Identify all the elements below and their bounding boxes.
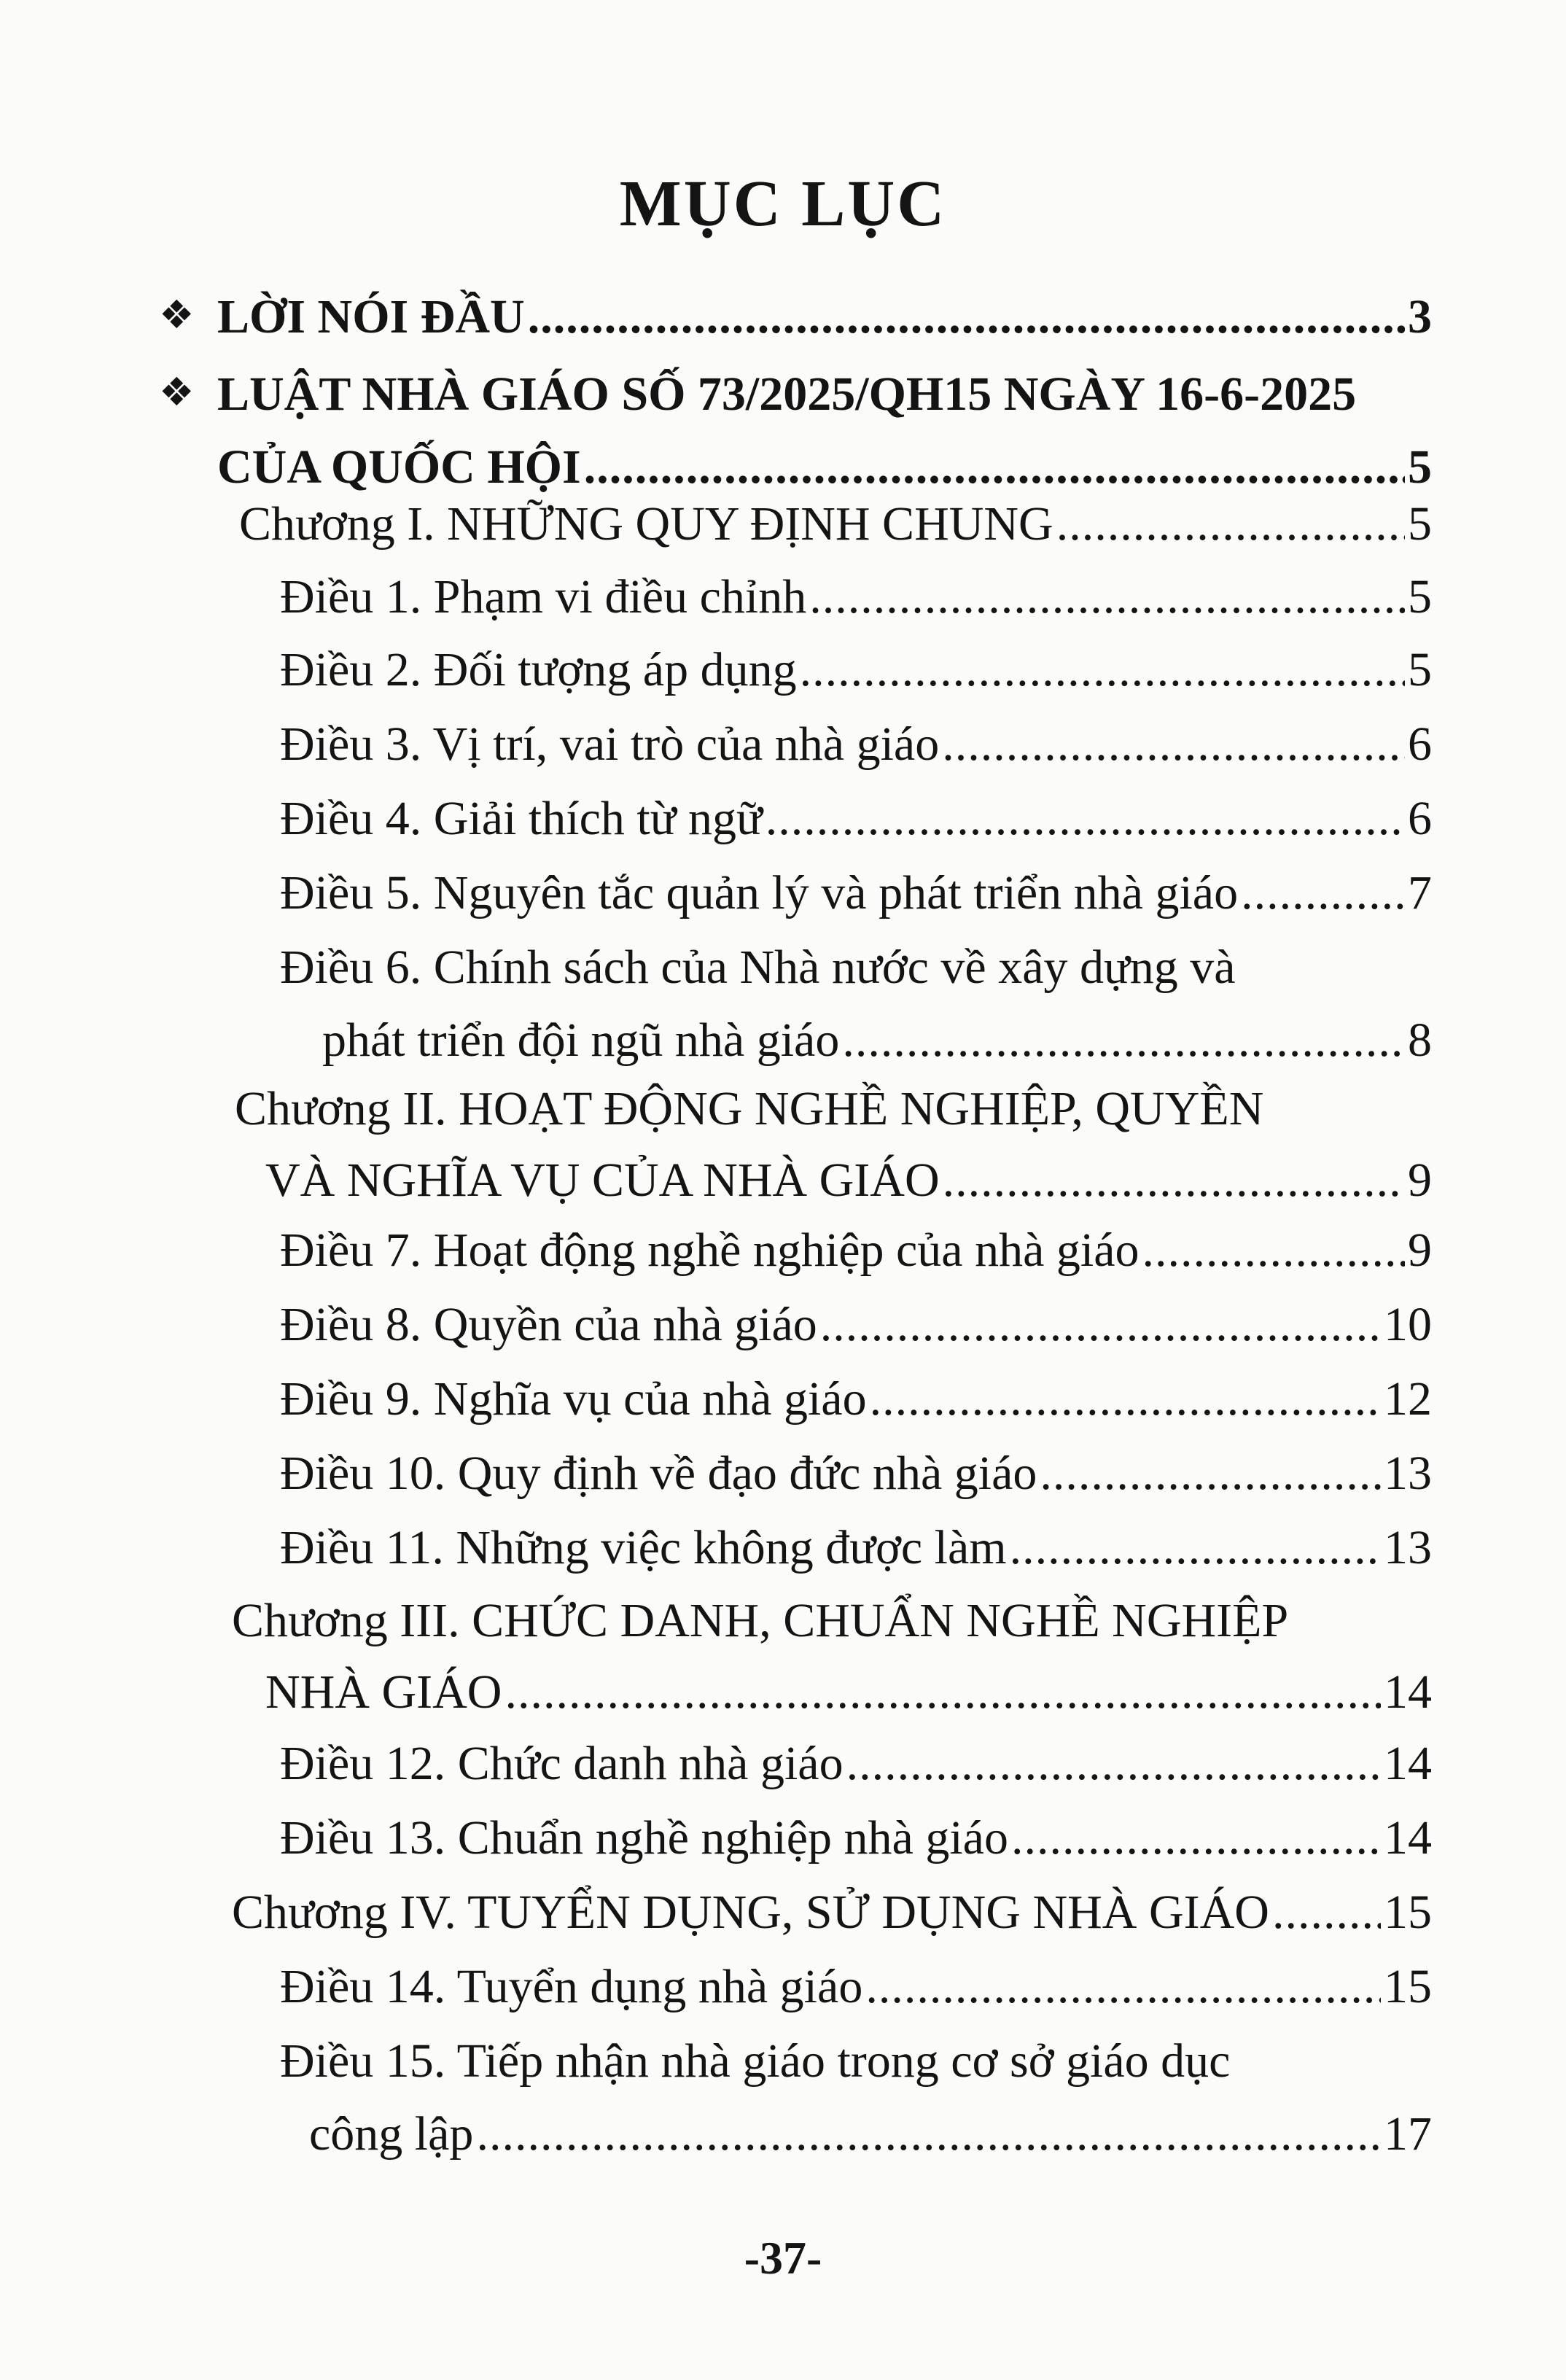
toc-entry-title: Điều 15. Tiếp nhận nhà giáo trong cơ sở giáo dục: [280, 2034, 1231, 2088]
toc-entry-article-9: [280, 1371, 1432, 1428]
dot-leader: [584, 439, 1405, 496]
toc-entry-title: LUẬT NHÀ GIÁO SỐ 73/2025/QH15 NGÀY 16-6-2025: [217, 368, 1357, 421]
toc-page-number: 5: [1408, 570, 1432, 623]
toc-page-number: 5: [1408, 497, 1432, 551]
dot-leader: [942, 716, 1405, 773]
toc-page-number: 17: [1384, 2107, 1432, 2161]
dot-leader: [1040, 1445, 1381, 1502]
toc-page-number: 5: [1408, 440, 1432, 494]
dot-leader: [1272, 1884, 1381, 1941]
toc-entry-title: Điều 11. Những việc không được làm: [280, 1521, 1007, 1574]
toc-page-number: 9: [1408, 1224, 1432, 1277]
toc-entry-article-2: [280, 642, 1432, 699]
dot-leader: [1142, 1222, 1405, 1279]
dot-leader: [1241, 865, 1405, 922]
toc-entry-article-6: [280, 939, 1432, 1069]
toc-entry-title: Điều 4. Giải thích từ ngữ: [280, 792, 763, 845]
bullet-icon: ❖: [159, 369, 195, 415]
toc-entry-title: Điều 2. Đối tượng áp dụng: [280, 643, 797, 696]
dot-leader: [528, 289, 1405, 346]
toc-entry-article-5: [280, 865, 1432, 922]
toc-page-number: 15: [1384, 1886, 1432, 1939]
toc-entry-law: [217, 366, 1432, 496]
toc-entry-title: Điều 13. Chuẩn nghề nghiệp nhà giáo: [280, 1811, 1008, 1864]
dot-leader: [870, 1371, 1381, 1428]
toc-entry-preface: [217, 289, 1432, 346]
toc-page-number: 9: [1408, 1154, 1432, 1207]
dot-leader: [842, 1012, 1405, 1069]
toc-entry-title: Điều 6. Chính sách của Nhà nước về xây dựng và: [280, 941, 1236, 994]
toc-page-number: 7: [1408, 866, 1432, 919]
dot-leader: [809, 569, 1405, 626]
toc-page-number: 15: [1384, 1960, 1432, 2013]
toc-entry-title: Điều 10. Quy định về đạo đức nhà giáo: [280, 1447, 1037, 1500]
bullet-icon: ❖: [159, 292, 195, 338]
dot-leader: [943, 1152, 1405, 1209]
toc-entry-title: Điều 7. Hoạt động nghề nghiệp của nhà giáo: [280, 1224, 1140, 1277]
toc-page-number: 3: [1408, 290, 1432, 343]
toc-page-number: 6: [1408, 792, 1432, 845]
toc-entry-article-7: [280, 1222, 1432, 1279]
toc-entry-title: Chương IV. TUYỂN DỤNG, SỬ DỤNG NHÀ GIÁO: [232, 1886, 1269, 1939]
dot-leader: [476, 2106, 1381, 2163]
dot-leader: [766, 790, 1405, 847]
toc-entry-chapter-4: [232, 1884, 1432, 1941]
toc-entry-title: Chương III. CHỨC DANH, CHUẨN NGHỀ NGHIỆP: [232, 1594, 1289, 1647]
toc-page-number: 14: [1384, 1665, 1432, 1719]
dot-leader: [846, 1735, 1381, 1792]
toc-entry-title: Điều 8. Quyền của nhà giáo: [280, 1298, 817, 1351]
toc-entry-title: Điều 3. Vị trí, vai trò của nhà giáo: [280, 718, 940, 771]
toc-entry-article-11: [280, 1520, 1432, 1576]
dot-leader: [1011, 1810, 1381, 1867]
dot-leader: [820, 1296, 1381, 1353]
toc-entry-title-continued: VÀ NGHĨA VỤ CỦA NHÀ GIÁO: [265, 1154, 940, 1207]
toc-entry-article-4: [280, 790, 1432, 847]
toc-entry-article-14: [280, 1959, 1432, 2015]
toc-entry-article-10: [280, 1445, 1432, 1502]
toc-entry-title: Điều 14. Tuyển dụng nhà giáo: [280, 1960, 863, 2013]
toc-entry-article-12: [280, 1735, 1432, 1792]
toc-entry-title: Điều 12. Chức danh nhà giáo: [280, 1737, 844, 1790]
toc-entry-chapter-1: [239, 496, 1432, 553]
toc-entry-title: Chương I. NHỮNG QUY ĐỊNH CHUNG: [239, 497, 1053, 551]
toc-page-number: 6: [1408, 718, 1432, 771]
toc-page-number: 13: [1384, 1447, 1432, 1500]
toc-page-number: 10: [1384, 1298, 1432, 1351]
toc-entry-title: LỜI NÓI ĐẦU: [217, 290, 525, 343]
toc-page-number: 5: [1408, 643, 1432, 696]
toc-entry-chapter-2: [235, 1081, 1432, 1209]
dot-leader: [865, 1959, 1381, 2015]
dot-leader: [505, 1664, 1381, 1721]
toc-entry-title: Điều 1. Phạm vi điều chỉnh: [280, 570, 807, 623]
toc-page-number: 8: [1408, 1014, 1432, 1067]
toc-entry-title-continued: công lập: [309, 2107, 474, 2161]
page-title: MỤC LỤC: [619, 168, 947, 240]
toc-entry-title: Điều 5. Nguyên tắc quản lý và phát triển nhà giáo: [280, 866, 1239, 919]
toc-entry-article-1: [280, 569, 1432, 626]
toc-page-number: 14: [1384, 1811, 1432, 1864]
dot-leader: [1056, 496, 1405, 553]
toc-entry-title-continued: CỦA QUỐC HỘI: [217, 440, 581, 494]
toc-entry-title-continued: phát triển đội ngũ nhà giáo: [322, 1014, 840, 1067]
toc-entry-article-13: [280, 1810, 1432, 1867]
dot-leader: [800, 642, 1405, 699]
toc-entry-article-3: [280, 716, 1432, 773]
toc-entry-article-8: [280, 1296, 1432, 1353]
toc-page-number: 13: [1384, 1521, 1432, 1574]
toc-entry-title: Chương II. HOẠT ĐỘNG NGHỀ NGHIỆP, QUYỀN: [235, 1082, 1264, 1135]
toc-entry-chapter-3: [232, 1592, 1432, 1721]
toc-entry-title: Điều 9. Nghĩa vụ của nhà giáo: [280, 1372, 867, 1426]
page-number-footer: -37-: [744, 2232, 822, 2284]
toc-page-number: 14: [1384, 1737, 1432, 1790]
dot-leader: [1010, 1520, 1381, 1576]
toc-page-number: 12: [1384, 1372, 1432, 1426]
toc-entry-title-continued: NHÀ GIÁO: [265, 1665, 502, 1719]
toc-entry-article-15: [280, 2033, 1432, 2163]
